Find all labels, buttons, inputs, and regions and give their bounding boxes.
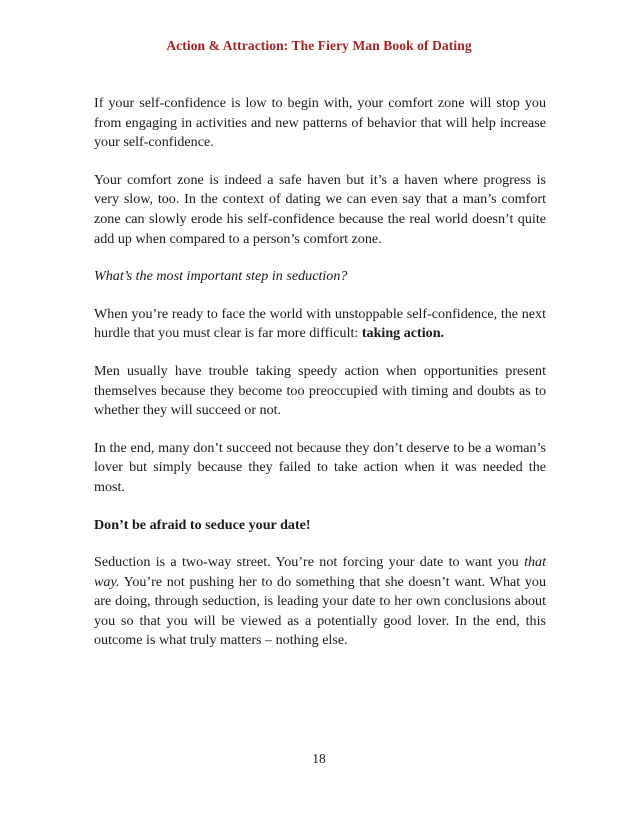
paragraph-3-text: When you’re ready to face the world with unstoppable self-confidence, the next hurdle that you must clear is far more difficult:: [94, 305, 546, 342]
page-number: 18: [312, 751, 326, 766]
paragraph-6-italic: that way.: [94, 554, 546, 590]
paragraph-6: [94, 553, 546, 651]
subheading-seduction-step: What’s the most important step in seduction?: [94, 268, 348, 285]
subheading-seduce-date: Don’t be afraid to seduce your date!: [94, 516, 311, 533]
paragraph-3: [94, 305, 546, 344]
paragraph-3-emphasis: taking action.: [361, 325, 445, 342]
paragraph-6-text-c: You’re not pushing her to do something that she doesn’t want. What you are doing, through seduction, is leading your date to her own conclusions about you so that you will be viewed as a potentially good lover. In the end, this outcome is what truly matters – nothing else.: [94, 573, 546, 649]
paragraph-4: Men usually have trouble taking speedy action when opportunities present themselves because they become too preoccupied with timing and doubts as to whether they will succeed or not.: [94, 362, 546, 419]
paragraph-2: Your comfort zone is indeed a safe haven but it’s a haven where progress is very slow, too. In the context of dating we can even say that a man’s comfort zone can slowly erode his self-confidence because the real world doesn’t quite add up when compared to a person’s comfort zone.: [94, 171, 546, 247]
running-header: Action & Attraction: The Fiery Man Book of Dating: [166, 38, 472, 53]
page-body: [94, 94, 546, 669]
paragraph-5: In the end, many don’t succeed not because they don’t deserve to be a woman’s lover but simply because they failed to take action when it was needed the most.: [94, 439, 546, 495]
paragraph-1: If your self-confidence is low to begin with, your comfort zone will stop you from engaging in activities and new patterns of behavior that will help increase your self-confidence.: [94, 95, 546, 151]
paragraph-6-text-a: Seduction is a two-way street. You’re not forcing your date to want you: [94, 554, 525, 571]
